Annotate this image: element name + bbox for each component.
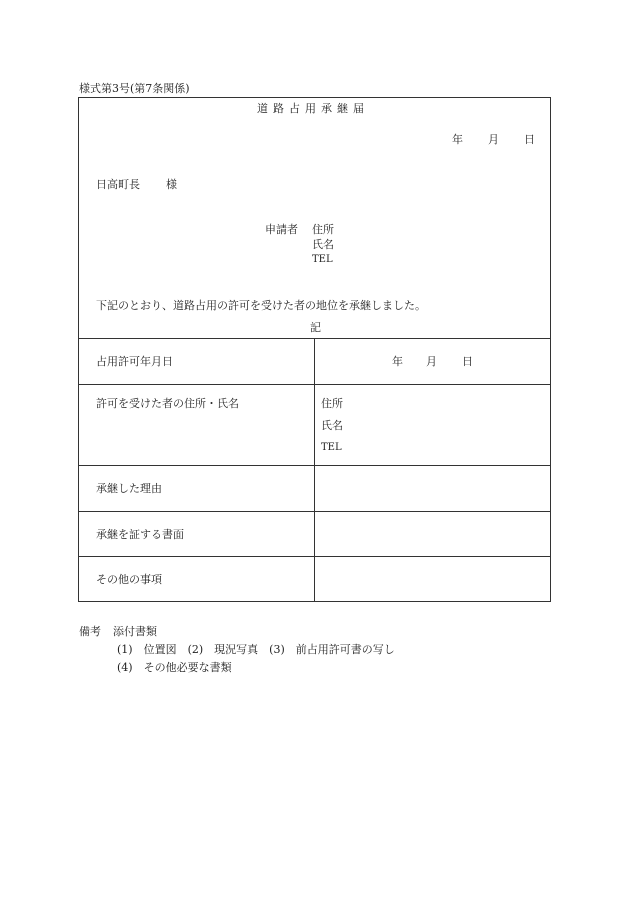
date-year: 年 xyxy=(452,133,463,146)
row-label-permit-date: 占用許可年月日 xyxy=(96,355,173,368)
permit-date-month: 月 xyxy=(426,355,437,368)
addressee-honorific: 様 xyxy=(166,178,177,191)
row-label-permit-holder: 許可を受けた者の住所・氏名 xyxy=(96,397,239,410)
date-day: 日 xyxy=(524,133,535,146)
form-title: 道路占用承継届 xyxy=(257,102,369,115)
notes-line-1: (1) 位置図 (2) 現況写真 (3) 前占用許可書の写し xyxy=(117,643,395,656)
date-month: 月 xyxy=(488,133,499,146)
notes-heading: 備考 xyxy=(79,625,101,638)
applicant-label: 申請者 xyxy=(265,223,298,236)
notes-line-2: (4) その他必要な書類 xyxy=(117,661,232,674)
row-label-succession-document: 承継を証する書面 xyxy=(96,528,184,541)
applicant-name-label: 氏名 xyxy=(312,238,334,251)
row-label-other-matters: その他の事項 xyxy=(96,573,162,586)
form-label: 様式第3号(第7条関係) xyxy=(79,82,190,95)
ki-label: 記 xyxy=(310,321,321,334)
permit-date-year: 年 xyxy=(392,355,403,368)
applicant-address-label: 住所 xyxy=(312,223,334,236)
permit-date-day: 日 xyxy=(462,355,473,368)
holder-tel-label: TEL xyxy=(321,442,342,453)
column-divider xyxy=(314,338,315,602)
addressee-name: 日高町長 xyxy=(96,178,140,191)
statement: 下記のとおり、道路占用の許可を受けた者の地位を承継しました。 xyxy=(96,299,426,312)
holder-name-label: 氏名 xyxy=(321,419,343,432)
row-label-succession-reason: 承継した理由 xyxy=(96,482,162,495)
notes-subheading: 添付書類 xyxy=(113,625,157,638)
applicant-tel-label: TEL xyxy=(312,254,333,265)
holder-address-label: 住所 xyxy=(321,397,343,410)
